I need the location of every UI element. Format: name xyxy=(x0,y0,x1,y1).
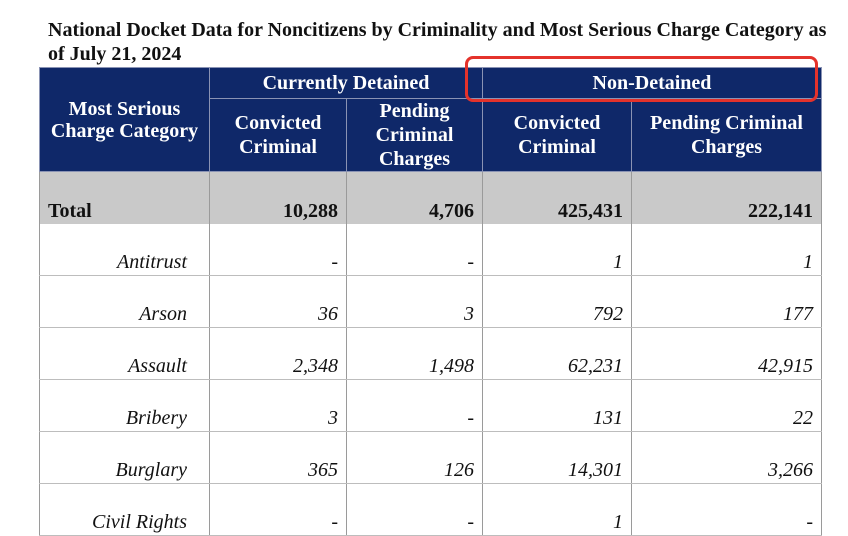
cell-value: 3 xyxy=(210,380,347,432)
cell-value: 22 xyxy=(632,380,822,432)
cell-value: 1 xyxy=(632,224,822,276)
row-label: Antitrust xyxy=(40,224,210,276)
cell-value: 365 xyxy=(210,432,347,484)
cell-value: 14,301 xyxy=(483,432,632,484)
header-non-detained: Non-Detained xyxy=(483,68,822,99)
table-row xyxy=(40,328,822,380)
table-row xyxy=(40,432,822,484)
row-label: Burglary xyxy=(40,432,210,484)
cell-value: - xyxy=(210,224,347,276)
header-charge-category: Most Serious Charge Category xyxy=(40,68,210,172)
cell-value: - xyxy=(347,484,483,536)
total-non-detained-pending: 222,141 xyxy=(632,172,822,225)
header-non-detained-convicted: Convicted Criminal xyxy=(483,99,632,172)
cell-value: 126 xyxy=(347,432,483,484)
header-currently-detained: Currently Detained xyxy=(210,68,483,99)
table-row xyxy=(40,484,822,536)
cell-value: - xyxy=(347,380,483,432)
cell-value: 3,266 xyxy=(632,432,822,484)
header-detained-convicted: Convicted Criminal xyxy=(210,99,347,172)
cell-value: 1 xyxy=(483,224,632,276)
cell-value: - xyxy=(210,484,347,536)
header-non-detained-pending: Pending Criminal Charges xyxy=(632,99,822,172)
row-label: Bribery xyxy=(40,380,210,432)
total-label: Total xyxy=(40,172,210,225)
cell-value: 42,915 xyxy=(632,328,822,380)
table-title: National Docket Data for Noncitizens by Criminality and Most Serious Charge Category as of July 21, 2024 xyxy=(48,19,827,65)
total-row xyxy=(40,172,822,225)
cell-value: 1 xyxy=(483,484,632,536)
table-row xyxy=(40,276,822,328)
row-label: Civil Rights xyxy=(40,484,210,536)
cell-value: 177 xyxy=(632,276,822,328)
cell-value: 3 xyxy=(347,276,483,328)
cell-value: 36 xyxy=(210,276,347,328)
cell-value: 62,231 xyxy=(483,328,632,380)
total-detained-pending: 4,706 xyxy=(347,172,483,225)
total-non-detained-convicted: 425,431 xyxy=(483,172,632,225)
row-label: Arson xyxy=(40,276,210,328)
header-detained-pending: Pending Criminal Charges xyxy=(347,99,483,172)
cell-value: 2,348 xyxy=(210,328,347,380)
table-row xyxy=(40,224,822,276)
cell-value: 131 xyxy=(483,380,632,432)
table-row xyxy=(40,380,822,432)
row-label: Assault xyxy=(40,328,210,380)
docket-table xyxy=(39,67,822,536)
cell-value: - xyxy=(347,224,483,276)
cell-value: - xyxy=(632,484,822,536)
cell-value: 792 xyxy=(483,276,632,328)
total-detained-convicted: 10,288 xyxy=(210,172,347,225)
cell-value: 1,498 xyxy=(347,328,483,380)
